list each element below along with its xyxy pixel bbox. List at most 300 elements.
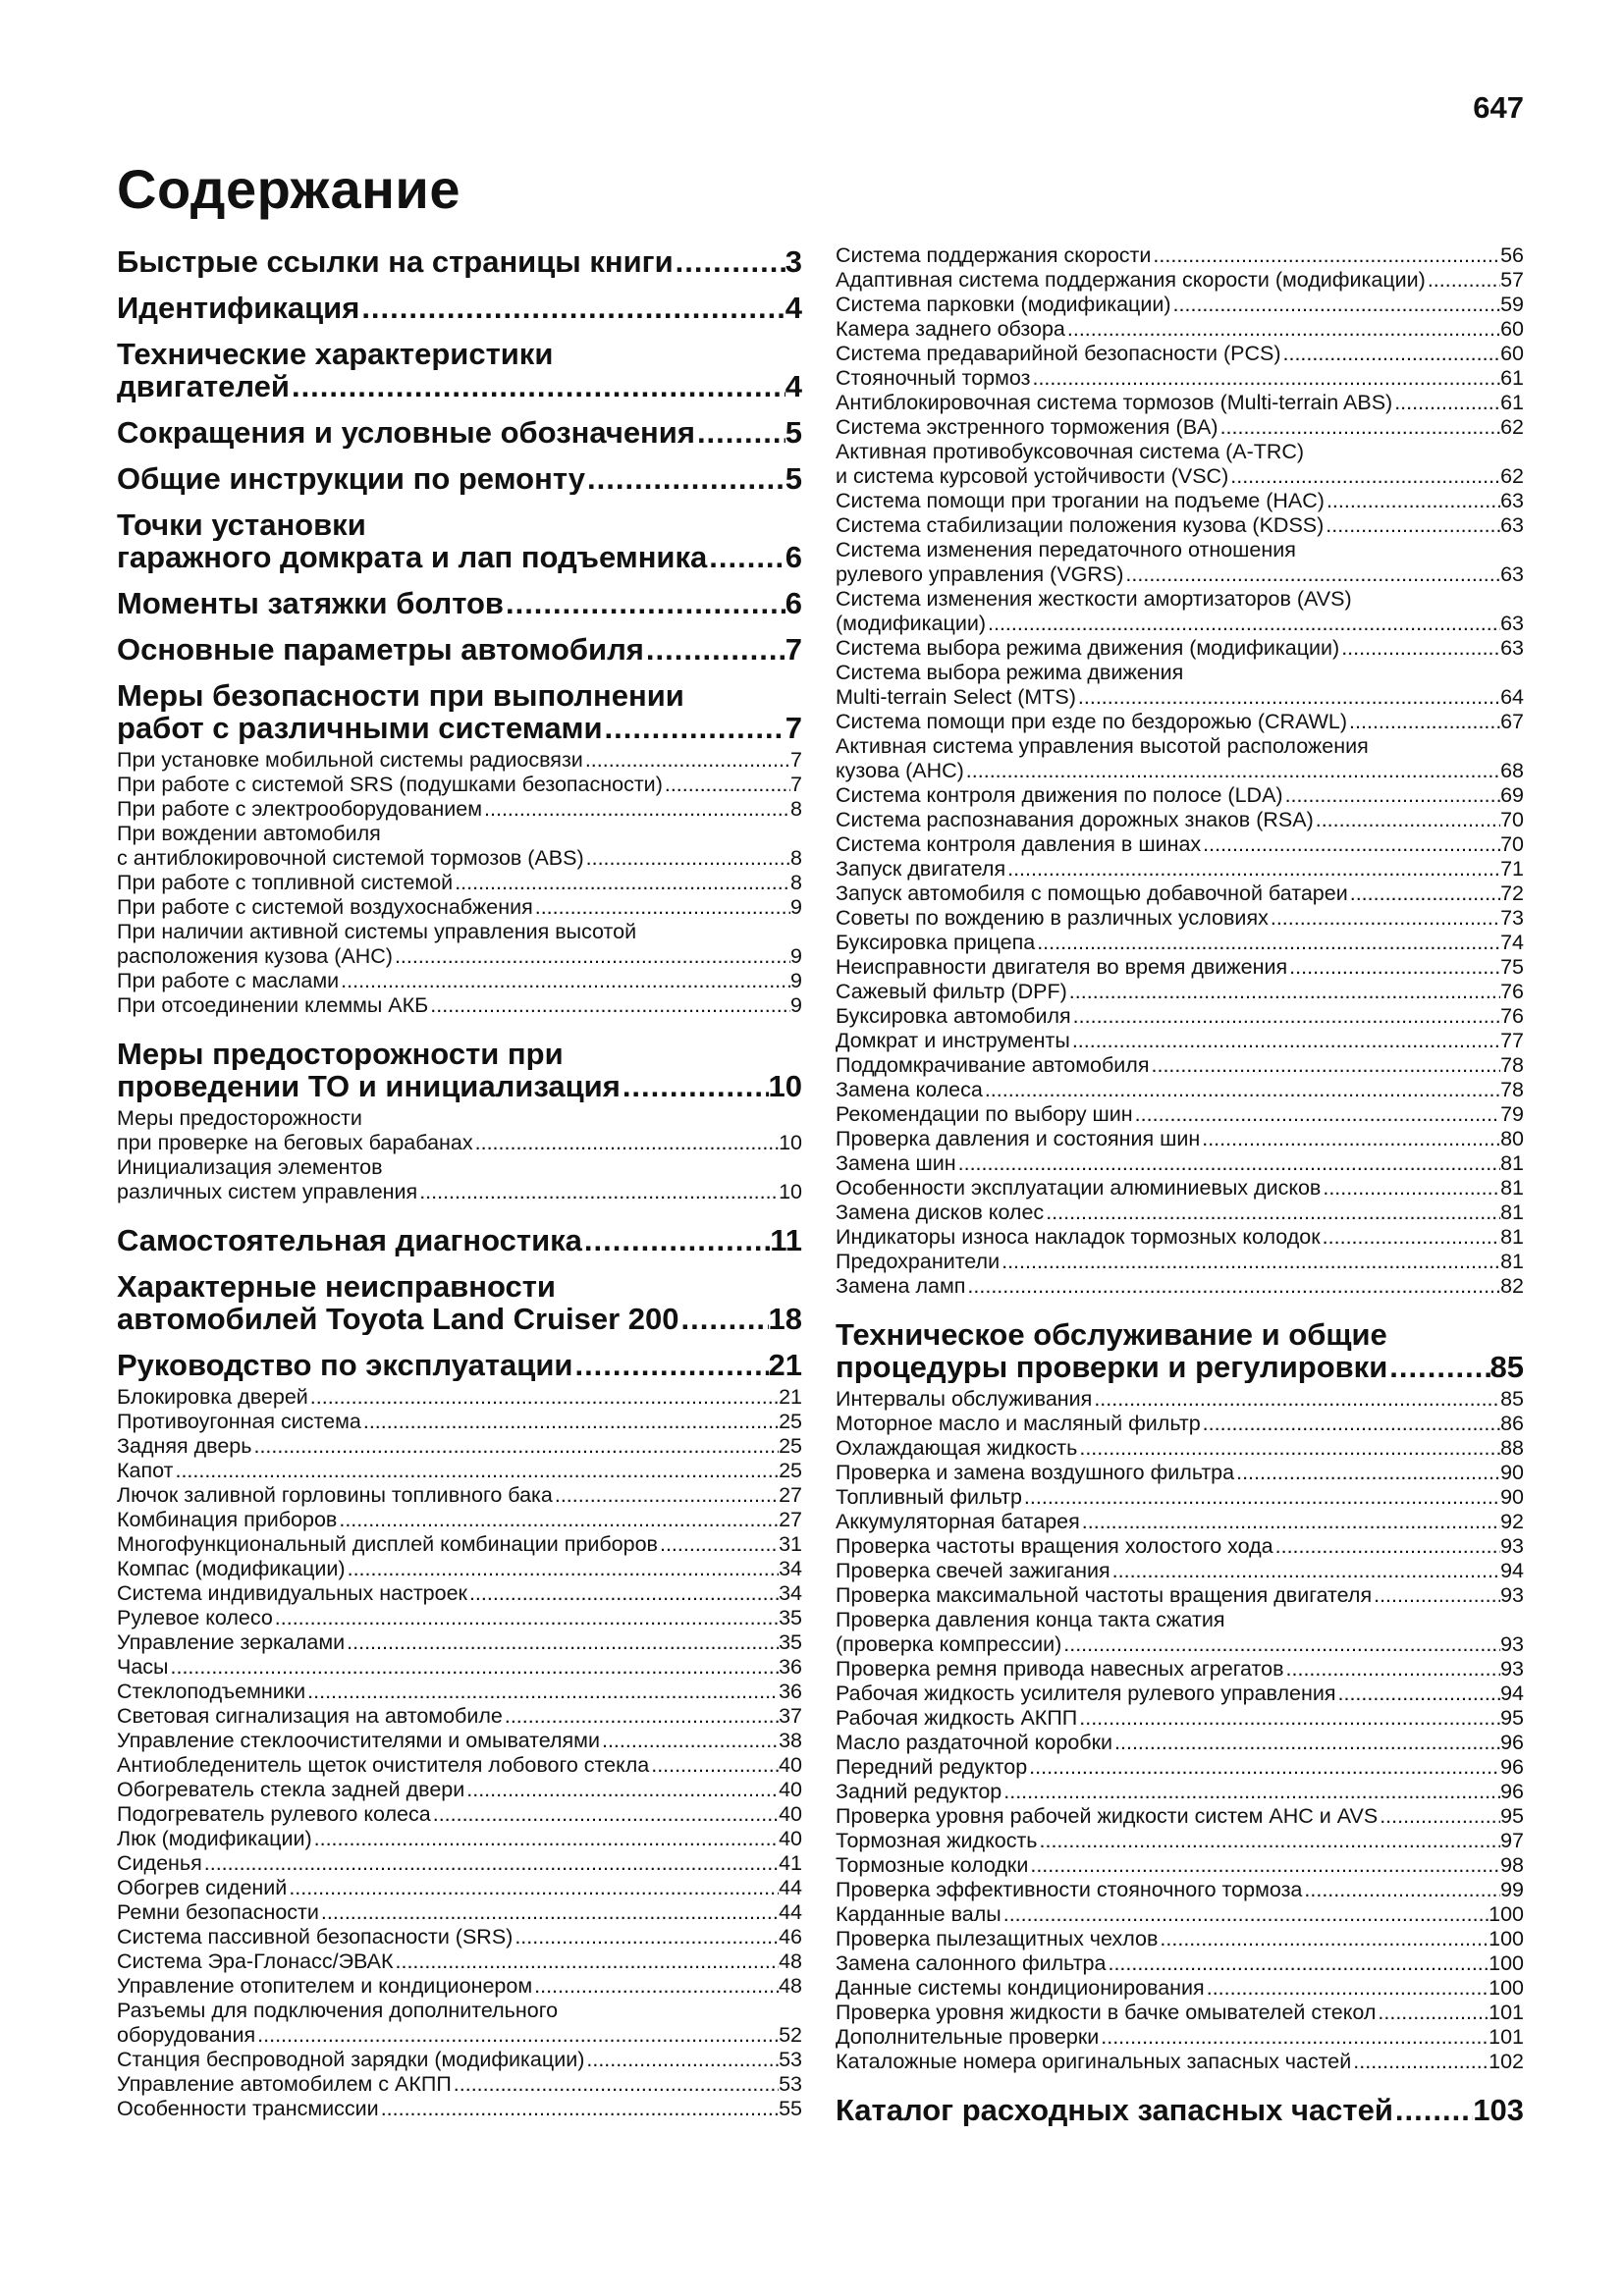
toc-entry-line — [117, 2023, 802, 2048]
toc-dot-leader — [169, 1655, 780, 1680]
toc-entry-line — [836, 464, 1524, 489]
toc-dot-leader — [1324, 513, 1500, 538]
toc-entry-line — [117, 1532, 802, 1557]
toc-page-number: 100 — [1489, 1976, 1524, 2000]
toc-entry-title: Поддомкрачивание автомобиля — [836, 1053, 1150, 1077]
toc-item-entry — [117, 1925, 802, 1949]
toc-entry-line — [836, 710, 1524, 734]
toc-page-number: 85 — [1500, 1387, 1524, 1411]
toc-page-number: 10 — [768, 1070, 802, 1102]
toc-page-number: 7 — [790, 748, 802, 772]
toc-entry-title: Дополнительные проверки — [836, 2025, 1100, 2049]
toc-entry-title: Антиобледенитель щеток очистителя лобового стекла — [117, 1753, 650, 1777]
toc-page-number: 27 — [779, 1483, 802, 1507]
toc-item-entry — [836, 857, 1524, 881]
toc-page-number: 40 — [779, 1753, 802, 1777]
toc-dot-leader — [337, 1508, 779, 1532]
toc-item-entry — [117, 1900, 802, 1925]
toc-dot-leader — [695, 416, 785, 449]
toc-item-entry — [836, 1102, 1524, 1127]
toc-item-entry — [836, 661, 1524, 710]
toc-item-entry — [117, 1557, 802, 1581]
toc-entry-line — [836, 1485, 1524, 1510]
toc-dot-leader — [1234, 1461, 1500, 1485]
toc-entry-line — [836, 857, 1524, 881]
toc-entry-line — [117, 1155, 802, 1180]
toc-page-number: 96 — [1500, 1755, 1524, 1779]
toc-entry-title: Меры безопасности при выполнении — [117, 679, 684, 712]
toc-entry-line — [836, 759, 1524, 783]
toc-dot-leader — [1092, 1387, 1500, 1412]
toc-dot-leader — [1378, 1804, 1500, 1829]
toc-entry-title: Система выбора режима движения — [836, 661, 1184, 684]
toc-dot-leader — [658, 1532, 779, 1557]
toc-entry-title: Станция беспроводной зарядки (модификации) — [117, 2048, 585, 2071]
toc-dot-leader — [1283, 783, 1501, 808]
toc-entry-title: Стояночный тормоз — [836, 366, 1031, 390]
toc-dot-leader — [504, 587, 785, 619]
toc-entry-title: При работе с системой воздухоснабжения — [117, 895, 533, 919]
toc-item-entry — [836, 1274, 1524, 1299]
toc-entry-title: Управление стеклоочистителями и омывателями — [117, 1729, 600, 1752]
toc-entry-title: Запуск двигателя — [836, 857, 1006, 881]
toc-page-number: 94 — [1500, 1682, 1524, 1705]
toc-entry-title: При наличии активной системы управления высотой — [117, 920, 637, 943]
toc-entry-line — [836, 366, 1524, 391]
toc-dot-leader — [1001, 1902, 1489, 1927]
toc-dot-leader — [1347, 710, 1500, 734]
toc-entry-line — [117, 292, 802, 324]
toc-entry-line — [836, 1225, 1524, 1250]
toc-dot-leader — [663, 773, 790, 797]
toc-entry-line — [836, 2094, 1524, 2126]
toc-page-number: 93 — [1500, 1534, 1524, 1558]
toc-dot-leader — [1392, 391, 1500, 415]
toc-page-number: 63 — [1500, 636, 1524, 660]
toc-entry-line — [117, 1224, 802, 1256]
toc-section-entry — [117, 1270, 802, 1335]
toc-entry-title: При работе с маслами — [117, 969, 340, 992]
toc-page-number: 52 — [779, 2023, 802, 2047]
toc-page-number: 11 — [770, 1224, 802, 1256]
toc-item-entry — [836, 1176, 1524, 1201]
toc-dot-leader — [393, 944, 790, 969]
toc-entry-title: Особенности трансмиссии — [117, 2097, 379, 2120]
toc-entry-title: Каталожные номера оригинальных запасных частей — [836, 2050, 1352, 2073]
toc-entry-title: Задний редуктор — [836, 1780, 1002, 1803]
toc-item-entry — [117, 993, 802, 1018]
toc-item-entry — [836, 1534, 1524, 1559]
toc-entry-line — [836, 1632, 1524, 1657]
toc-entry-line — [836, 2025, 1524, 2050]
toc-entry-line — [117, 712, 802, 744]
toc-entry-title: гаражного домкрата и лап подъемника — [117, 541, 708, 573]
toc-section-entry — [117, 245, 802, 278]
toc-entry-title: Проверка давления и состояния шин — [836, 1127, 1201, 1150]
toc-item-entry — [836, 1004, 1524, 1029]
toc-item-entry — [836, 1225, 1524, 1250]
toc-page-number: 5 — [785, 416, 802, 449]
toc-page-number: 74 — [1500, 931, 1524, 954]
toc-dot-leader — [1133, 1102, 1500, 1127]
toc-dot-leader — [1321, 1225, 1500, 1250]
toc-entry-line — [836, 1351, 1524, 1383]
toc-item-entry — [836, 1682, 1524, 1706]
toc-entry-title: Подогреватель рулевого колеса — [117, 1802, 431, 1826]
toc-section-entry — [117, 633, 802, 666]
toc-entry-line — [836, 342, 1524, 366]
toc-entry-line — [117, 462, 802, 495]
toc-entry-line — [836, 881, 1524, 906]
toc-entry-line — [836, 612, 1524, 636]
toc-page-number: 40 — [779, 1802, 802, 1826]
toc-item-entry — [117, 969, 802, 993]
toc-entry-title: Самостоятельная диагностика — [117, 1224, 582, 1256]
toc-item-entry — [836, 783, 1524, 808]
toc-entry-line — [117, 773, 802, 797]
toc-item-entry — [117, 1630, 802, 1655]
toc-item-entry — [836, 268, 1524, 293]
toc-dot-leader — [1035, 931, 1500, 955]
toc-entry-title: Комбинация приборов — [117, 1508, 338, 1531]
toc-page-number: 101 — [1489, 2001, 1524, 2024]
toc-page-number: 59 — [1500, 293, 1524, 316]
toc-entry-line — [117, 846, 802, 871]
toc-entry-title: Охлаждающая жидкость — [836, 1436, 1078, 1460]
toc-page-number: 75 — [1500, 955, 1524, 979]
toc-dot-leader — [1067, 980, 1500, 1004]
toc-entry-title: При работе с электрооборудованием — [117, 797, 483, 821]
toc-page-number: 10 — [779, 1131, 802, 1154]
toc-entry-title: Проверка свечей зажигания — [836, 1559, 1110, 1582]
toc-entry-line — [117, 1385, 802, 1410]
toc-page-number: 77 — [1500, 1029, 1524, 1052]
toc-entry-line — [117, 1131, 802, 1155]
toc-dot-leader — [1001, 1780, 1500, 1804]
toc-dot-leader — [1351, 2050, 1489, 2074]
toc-entry-line — [117, 1778, 802, 1802]
toc-entry-line — [117, 1925, 802, 1949]
toc-entry-line — [117, 2072, 802, 2097]
toc-page-number: 53 — [779, 2072, 802, 2096]
toc-item-entry — [836, 1902, 1524, 1927]
toc-item-entry — [836, 1804, 1524, 1829]
toc-section-entry — [117, 1349, 802, 1381]
toc-dot-leader — [1339, 636, 1500, 661]
toc-item-entry — [117, 1876, 802, 1900]
toc-page-number: 7 — [790, 773, 802, 796]
toc-dot-leader — [1325, 489, 1500, 513]
toc-page-number: 25 — [779, 1459, 802, 1482]
toc-page-number: 44 — [779, 1876, 802, 1899]
toc-page-number: 85 — [1489, 1351, 1524, 1383]
toc-entry-line — [117, 993, 802, 1018]
toc-section-entry — [117, 1224, 802, 1256]
toc-entry-title: Рекомендации по выбору шин — [836, 1102, 1133, 1126]
toc-dot-leader — [1314, 808, 1500, 832]
toc-entry-title: Система предаварийной безопасности (PCS) — [836, 342, 1281, 365]
toc-entry-line — [836, 661, 1524, 685]
toc-dot-leader — [1426, 268, 1500, 293]
toc-entry-line — [836, 1927, 1524, 1951]
toc-entry-title: Проверка и замена воздушного фильтра — [836, 1461, 1235, 1484]
toc-entry-title: двигателей — [117, 370, 290, 402]
toc-column-left — [117, 245, 802, 2121]
toc-entry-line — [836, 1151, 1524, 1176]
toc-entry-line — [836, 783, 1524, 808]
toc-entry-title: При вождении автомобиля — [117, 822, 381, 845]
toc-item-entry — [836, 1510, 1524, 1534]
toc-item-entry — [836, 832, 1524, 857]
toc-entry-title: Идентификация — [117, 292, 360, 324]
toc-entry-line — [836, 1004, 1524, 1029]
toc-page-number: 6 — [785, 587, 802, 619]
toc-dot-leader — [346, 1557, 779, 1581]
toc-entry-title: Система изменения жесткости амортизаторов (AVS) — [836, 587, 1352, 611]
toc-entry-line — [117, 1434, 802, 1459]
toc-entry-line — [836, 1976, 1524, 2001]
toc-entry-line — [117, 1410, 802, 1434]
toc-entry-line — [117, 1753, 802, 1778]
toc-entry-line — [117, 822, 802, 846]
toc-entry-title: Каталог расходных запасных частей — [836, 2094, 1393, 2126]
toc-item-entry — [117, 1680, 802, 1704]
toc-item-entry — [836, 1927, 1524, 1951]
toc-dot-leader — [290, 370, 785, 402]
toc-item-entry — [836, 1829, 1524, 1853]
toc-dot-leader — [1321, 1176, 1500, 1201]
toc-entry-title: Особенности эксплуатации алюминиевых дисков — [836, 1176, 1322, 1200]
toc-entry-title: Управление отопителем и кондиционером — [117, 1974, 533, 1998]
toc-page-number: 103 — [1473, 2094, 1524, 2126]
toc-entry-title: Камера заднего обзора — [836, 317, 1065, 341]
toc-entry-line — [117, 1851, 802, 1876]
toc-dot-leader — [255, 2023, 779, 2048]
toc-page-number: 102 — [1489, 2050, 1524, 2073]
toc-item-entry — [836, 1053, 1524, 1078]
toc-dot-leader — [1099, 2025, 1489, 2050]
toc-entry-title: Адаптивная система поддержания скорости (модификации) — [836, 268, 1426, 292]
toc-dot-leader — [1171, 293, 1501, 317]
toc-entry-title: Масло раздаточной коробки — [836, 1731, 1113, 1754]
toc-page-number: 9 — [790, 895, 802, 919]
toc-item-entry — [836, 636, 1524, 661]
toc-dot-leader — [956, 1151, 1500, 1176]
toc-entry-title: Индикаторы износа накладок тормозных колодок — [836, 1225, 1321, 1249]
toc-item-entry — [117, 797, 802, 822]
toc-dot-leader — [345, 1630, 779, 1655]
toc-item-entry — [117, 1532, 802, 1557]
toc-page-number: 63 — [1500, 489, 1524, 512]
toc-item-entry — [836, 881, 1524, 906]
toc-page-number: 57 — [1500, 268, 1524, 292]
toc-dot-leader — [1076, 685, 1500, 710]
toc-entry-title: Компас (модификации) — [117, 1557, 346, 1580]
toc-page-number: 7 — [785, 633, 802, 666]
toc-item-entry — [836, 1151, 1524, 1176]
toc-page-number: 55 — [779, 2097, 802, 2120]
toc-entry-title: Разъемы для подключения дополнительного — [117, 1999, 559, 2022]
toc-dot-leader — [1336, 1682, 1501, 1706]
toc-entry-title: Система контроля движения по полосе (LDA) — [836, 783, 1283, 807]
toc-entry-title: Управление зеркалами — [117, 1630, 346, 1654]
toc-entry-title: Рулевое колесо — [117, 1606, 273, 1629]
toc-item-entry — [836, 1461, 1524, 1485]
toc-dot-leader — [312, 1827, 779, 1851]
toc-entry-line — [836, 440, 1524, 464]
toc-entry-line — [836, 513, 1524, 538]
toc-item-entry — [117, 895, 802, 920]
toc-page-number: 8 — [790, 846, 802, 870]
toc-page-number: 34 — [779, 1581, 802, 1605]
toc-entry-line — [836, 1902, 1524, 1927]
toc-dot-leader — [482, 797, 790, 822]
toc-page-number: 67 — [1500, 710, 1524, 733]
toc-entry-title: Капот — [117, 1459, 174, 1482]
toc-page-number: 4 — [785, 370, 802, 402]
toc-entry-line — [117, 1974, 802, 1999]
toc-page-number: 100 — [1489, 1902, 1524, 1926]
toc-entry-line — [836, 317, 1524, 342]
toc-item-entry — [836, 1853, 1524, 1878]
toc-dot-leader — [503, 1704, 779, 1729]
toc-section-entry — [117, 1038, 802, 1102]
toc-item-entry — [117, 1606, 802, 1630]
toc-entry-line — [117, 370, 802, 402]
toc-page-number: 36 — [779, 1680, 802, 1703]
toc-dot-leader — [679, 1303, 769, 1335]
toc-entry-line — [836, 587, 1524, 612]
toc-dot-leader — [1281, 342, 1501, 366]
toc-entry-title: Техническое обслуживание и общие — [836, 1318, 1387, 1351]
toc-dot-leader — [1106, 1951, 1489, 1976]
toc-dot-leader — [1028, 1853, 1500, 1878]
toc-entry-line — [836, 1250, 1524, 1274]
toc-item-entry — [836, 587, 1524, 636]
toc-item-entry — [117, 1704, 802, 1729]
toc-entry-line — [117, 1270, 802, 1303]
toc-entry-line — [117, 1630, 802, 1655]
toc-dot-leader — [1070, 1029, 1500, 1053]
toc-dot-leader — [394, 1949, 780, 1974]
toc-dot-leader — [1228, 464, 1500, 489]
toc-dot-leader — [202, 1851, 779, 1876]
toc-entry-title: автомобилей Toyota Land Cruiser 200 — [117, 1303, 679, 1335]
toc-item-entry — [117, 1483, 802, 1508]
toc-item-entry — [117, 1974, 802, 1999]
toc-dot-leader — [1287, 955, 1500, 980]
toc-entry-line — [836, 1559, 1524, 1583]
toc-entry-title: Система поддержания скорости — [836, 243, 1152, 267]
toc-item-entry — [836, 1583, 1524, 1608]
toc-entry-line — [117, 1704, 802, 1729]
toc-entry-line — [836, 1583, 1524, 1608]
toc-page-number: 68 — [1500, 759, 1524, 782]
toc-dot-leader — [173, 1459, 779, 1483]
toc-entry-title: Инициализация элементов — [117, 1155, 383, 1179]
toc-item-entry — [836, 391, 1524, 415]
toc-entry-line — [836, 1780, 1524, 1804]
toc-section-entry — [117, 416, 802, 449]
toc-entry-line — [117, 1606, 802, 1630]
page-title: Содержание — [117, 158, 460, 220]
toc-entry-title: Проверка пылезащитных чехлов — [836, 1927, 1159, 1950]
toc-page-number: 21 — [768, 1349, 802, 1381]
toc-dot-leader — [707, 541, 785, 573]
toc-page-number: 5 — [785, 462, 802, 495]
toc-item-entry — [117, 1851, 802, 1876]
toc-item-entry — [836, 1976, 1524, 2001]
toc-page-number: 34 — [779, 1557, 802, 1580]
toc-entry-title: Интервалы обслуживания — [836, 1387, 1093, 1411]
toc-section-entry — [117, 462, 802, 495]
toc-entry-line — [117, 416, 802, 449]
toc-entry-title: Система помощи при езде по бездорожью (CRAWL) — [836, 710, 1348, 733]
toc-entry-title: Топливный фильтр — [836, 1485, 1022, 1509]
toc-page-number: 70 — [1500, 832, 1524, 856]
toc-entry-title: Тормозные колодки — [836, 1853, 1029, 1877]
toc-entry-title: Световая сигнализация на автомобиле — [117, 1704, 503, 1728]
toc-page-number: 8 — [790, 797, 802, 821]
toc-entry-line — [836, 1176, 1524, 1201]
toc-dot-leader — [964, 759, 1500, 783]
toc-page-number: 95 — [1500, 1706, 1524, 1730]
toc-entry-title: Меры предосторожности — [117, 1106, 362, 1130]
toc-page-number: 98 — [1500, 1853, 1524, 1877]
toc-dot-leader — [453, 871, 790, 895]
toc-entry-line — [117, 748, 802, 773]
toc-entry-line — [836, 685, 1524, 710]
toc-item-entry — [836, 1250, 1524, 1274]
toc-entry-line — [836, 1436, 1524, 1461]
toc-page-number: 18 — [768, 1303, 802, 1335]
toc-entry-line — [836, 1755, 1524, 1780]
toc-entry-title: При отсоединении клеммы АКБ — [117, 993, 429, 1017]
toc-entry-title: Буксировка прицепа — [836, 931, 1036, 954]
toc-entry-line — [117, 338, 802, 370]
toc-page-number: 93 — [1500, 1632, 1524, 1656]
toc-dot-leader — [1269, 906, 1500, 931]
toc-page-number: 62 — [1500, 464, 1524, 488]
toc-dot-leader — [308, 1385, 779, 1410]
toc-page-number: 61 — [1500, 366, 1524, 390]
toc-entry-line — [117, 1876, 802, 1900]
toc-dot-leader — [585, 462, 785, 495]
toc-section-entry — [836, 1318, 1524, 1383]
toc-page-number: 3 — [785, 245, 802, 278]
toc-entry-line — [836, 268, 1524, 293]
toc-dot-leader — [1201, 1412, 1500, 1436]
toc-entry-line — [117, 1508, 802, 1532]
toc-page-number: 25 — [779, 1434, 802, 1458]
toc-entry-title: Система Эра-Глонасс/ЭВАК — [117, 1949, 394, 1973]
toc-dot-leader — [1123, 562, 1500, 587]
toc-page-number: 8 — [790, 871, 802, 894]
toc-item-entry — [836, 538, 1524, 587]
toc-entry-line — [117, 871, 802, 895]
toc-dot-leader — [1022, 1485, 1500, 1510]
toc-item-entry — [836, 1608, 1524, 1657]
toc-page-number: 78 — [1500, 1078, 1524, 1101]
toc-page-number: 60 — [1500, 317, 1524, 341]
toc-item-entry — [836, 2001, 1524, 2025]
toc-entry-title: Проверка частоты вращения холостого хода — [836, 1534, 1273, 1558]
toc-entry-title: Буксировка автомобиля — [836, 1004, 1071, 1028]
toc-entry-title: Проверка эффективности стояночного тормоза — [836, 1878, 1303, 1901]
toc-entry-title: Система экстренного торможения (BA) — [836, 415, 1218, 439]
toc-dot-leader — [1000, 1250, 1500, 1274]
toc-page-number: 48 — [779, 1974, 802, 1998]
